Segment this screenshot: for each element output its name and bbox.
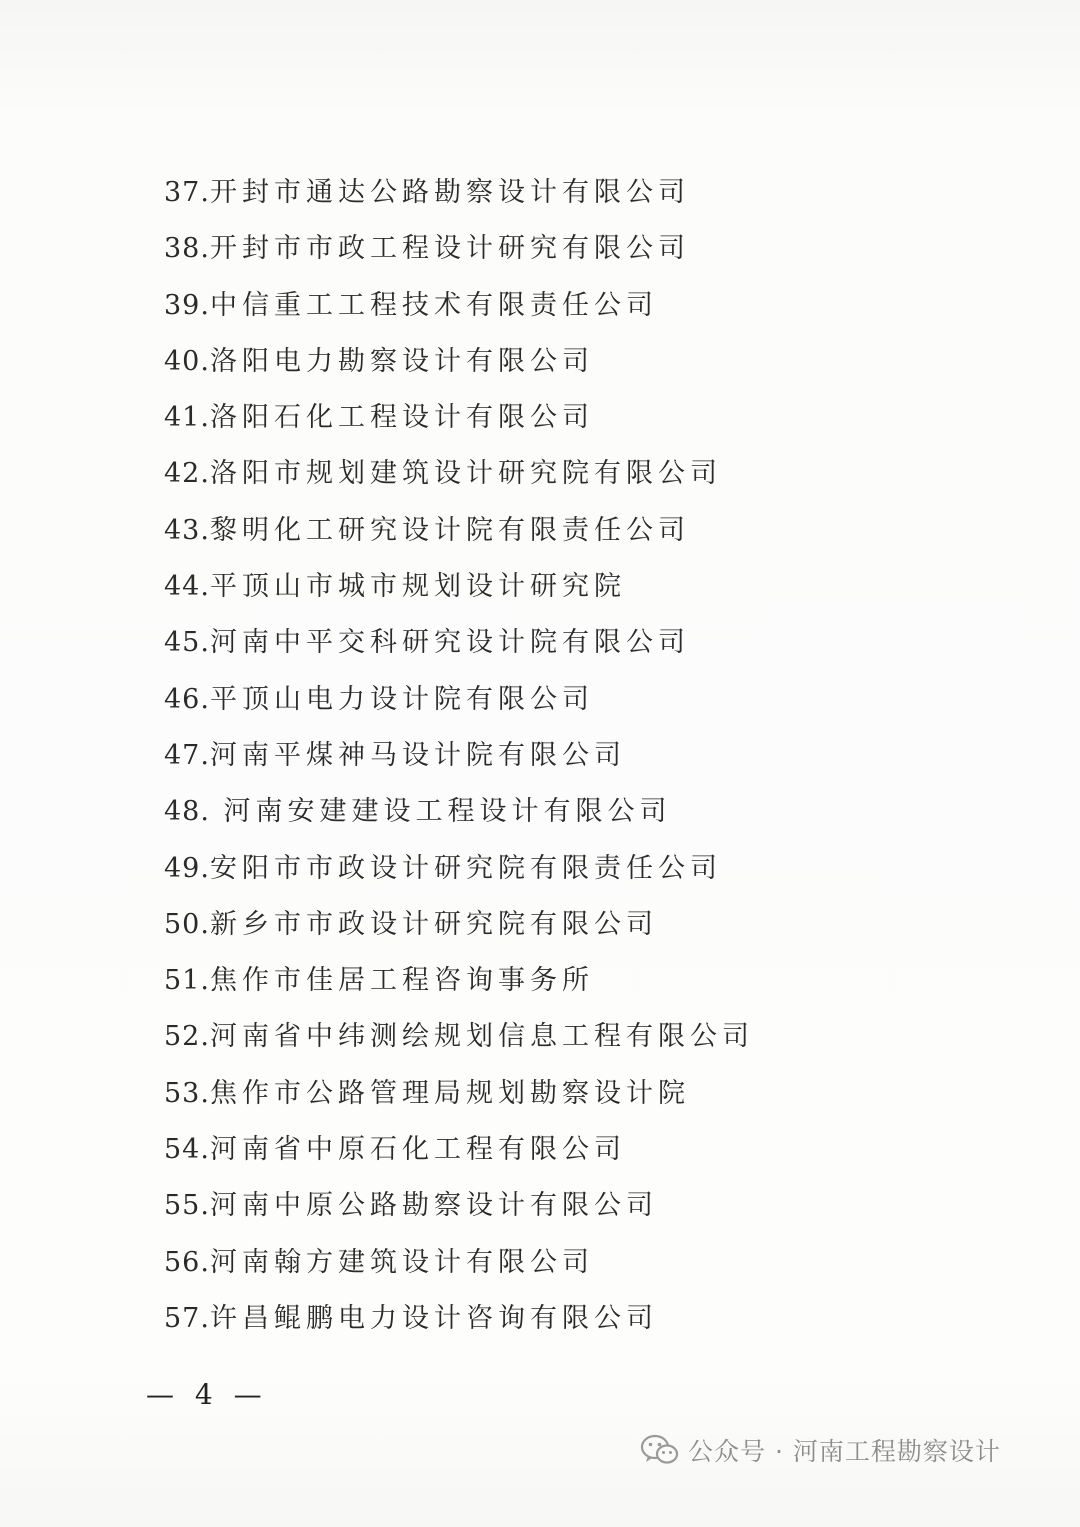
company-name: 安阳市市政设计研究院有限责任公司 — [209, 852, 722, 884]
item-number: 52. — [164, 1021, 210, 1053]
company-name: 河南平煤神马设计院有限公司 — [209, 739, 626, 771]
company-name: 河南中平交科研究设计院有限公司 — [209, 627, 690, 659]
company-name: 河南安建建设工程设计有限公司 — [209, 796, 672, 828]
list-item — [164, 1071, 754, 1127]
company-list — [164, 170, 754, 1352]
company-name: 河南翰方建筑设计有限公司 — [209, 1246, 594, 1278]
list-item — [164, 226, 754, 282]
company-name: 洛阳市规划建筑设计研究院有限公司 — [209, 458, 722, 490]
item-number: 53. — [164, 1077, 210, 1109]
company-name: 中信重工工程技术有限责任公司 — [209, 289, 658, 321]
list-item — [164, 1296, 754, 1352]
list-item — [164, 508, 754, 564]
company-name: 洛阳石化工程设计有限公司 — [209, 402, 594, 434]
list-item — [164, 902, 754, 958]
list-item — [164, 846, 754, 902]
list-item — [164, 1014, 754, 1070]
item-number: 44. — [164, 571, 210, 603]
company-name: 河南中原公路勘察设计有限公司 — [209, 1190, 658, 1222]
list-item — [164, 170, 754, 226]
item-number: 46. — [164, 683, 210, 715]
list-item — [164, 339, 754, 395]
wechat-icon — [640, 1433, 680, 1467]
company-name: 河南省中纬测绘规划信息工程有限公司 — [209, 1021, 754, 1053]
list-item — [164, 564, 754, 620]
item-number: 43. — [164, 514, 210, 546]
watermark — [640, 1432, 1001, 1468]
list-item — [164, 1183, 754, 1239]
list-item — [164, 1127, 754, 1183]
company-name: 焦作市佳居工程咨询事务所 — [209, 965, 594, 997]
list-item — [164, 733, 754, 789]
list-item — [164, 395, 754, 451]
item-number: 37. — [164, 177, 210, 208]
list-item — [164, 1240, 754, 1296]
item-number: 40. — [164, 345, 210, 377]
company-name: 开封市市政工程设计研究有限公司 — [209, 233, 690, 265]
company-name: 河南省中原石化工程有限公司 — [209, 1134, 626, 1166]
item-number: 55. — [164, 1190, 210, 1222]
item-number: 51. — [164, 965, 210, 997]
item-number: 41. — [164, 402, 210, 434]
company-name: 洛阳电力勘察设计有限公司 — [209, 345, 594, 377]
item-number: 38. — [164, 233, 210, 265]
item-number: 47. — [164, 739, 210, 771]
item-number: 39. — [164, 289, 210, 321]
page-number: — 4 — — [146, 1378, 268, 1411]
item-number: 57. — [164, 1302, 210, 1334]
item-number: 45. — [164, 627, 210, 659]
item-number: 49. — [164, 852, 210, 884]
company-name: 黎明化工研究设计院有限责任公司 — [209, 514, 690, 546]
item-number: 56. — [164, 1246, 210, 1278]
item-number: 54. — [164, 1134, 210, 1166]
list-item — [164, 620, 754, 676]
list-item — [164, 789, 754, 845]
item-number: 48. — [164, 796, 210, 828]
watermark-text: 公众号 · 河南工程勘察设计 — [688, 1437, 1001, 1466]
item-number: 50. — [164, 908, 210, 940]
company-name: 开封市通达公路勘察设计有限公司 — [209, 177, 690, 208]
list-item — [164, 283, 754, 339]
company-name: 平顶山电力设计院有限公司 — [209, 683, 594, 715]
company-name: 许昌鲲鹏电力设计咨询有限公司 — [209, 1302, 658, 1334]
company-name: 新乡市市政设计研究院有限公司 — [209, 908, 658, 940]
item-number: 42. — [164, 458, 210, 490]
list-item — [164, 958, 754, 1014]
list-item — [164, 451, 754, 507]
list-item — [164, 677, 754, 733]
company-name: 焦作市公路管理局规划勘察设计院 — [209, 1077, 690, 1109]
company-name: 平顶山市城市规划设计研究院 — [209, 571, 626, 603]
